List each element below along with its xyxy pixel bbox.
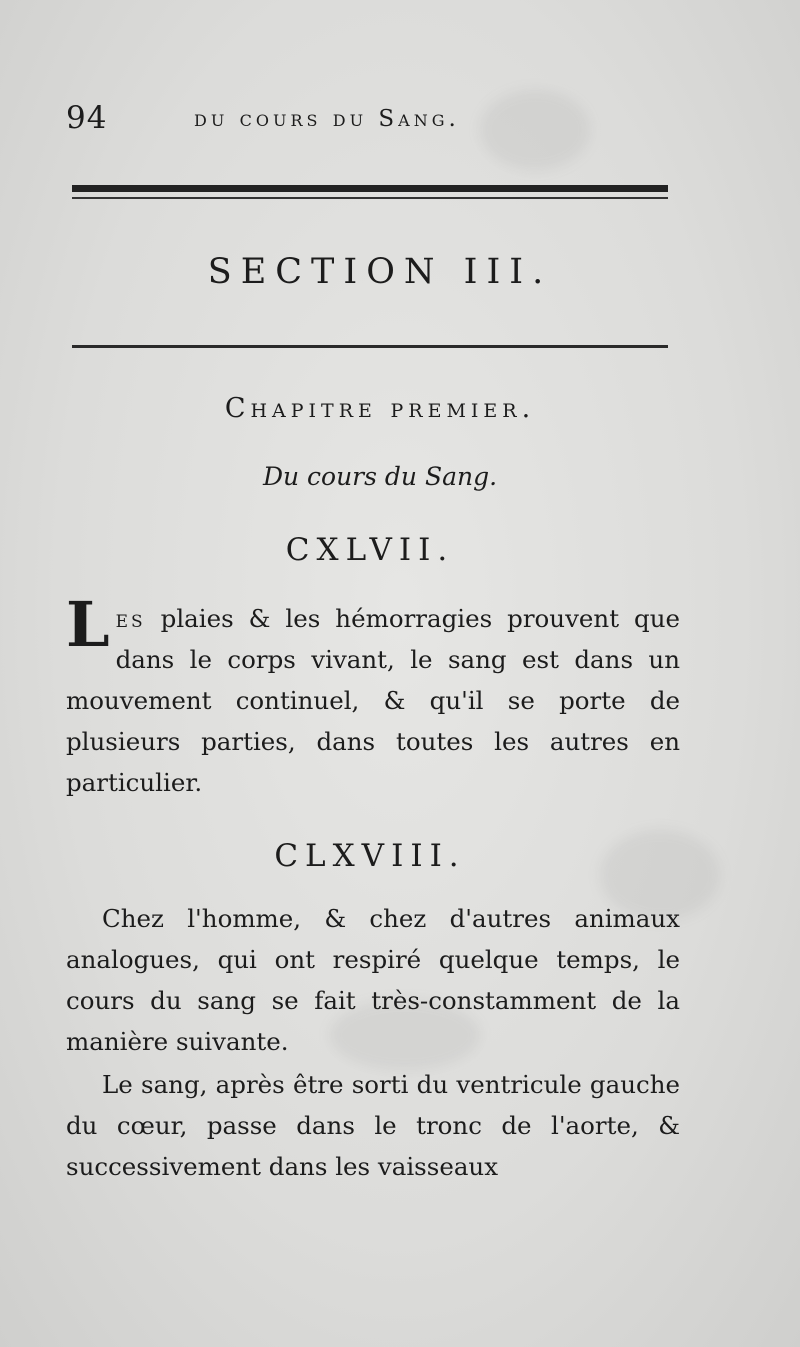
- paragraph-text: [66, 588, 680, 803]
- page-header: [66, 100, 686, 140]
- first-word-rest: es: [115, 604, 146, 633]
- paragraph-body: plaies & les hémorragies prouvent que dans le corps vivant, le sang est dans un mouvement continuel, & qu'il se porte de plusieurs parties, dans toutes les autres en particulier.: [66, 604, 680, 797]
- paragraph-text: Le sang, après être sorti du ventricule gauche du cœur, passe dans le tronc de l'aorte, & successivement dans les vaisseaux: [66, 1070, 680, 1181]
- paragraph-text: Chez l'homme, & chez d'autres animaux analogues, qui ont respiré quelque temps, le cours du sang se fait très-constamment de la manière suivante.: [66, 904, 680, 1056]
- paragraph-number: CXLVII.: [285, 532, 455, 568]
- running-head: du cours du Sang.: [194, 106, 460, 132]
- page-number: 94: [66, 100, 108, 136]
- paragraph-number: CLXVIII.: [274, 838, 466, 874]
- double-rule: [72, 185, 668, 199]
- section-rule: [72, 345, 668, 348]
- chapter-subtitle: Du cours du Sang.: [262, 462, 498, 491]
- section-title: SECTION III.: [207, 252, 553, 292]
- drop-cap: L: [66, 588, 110, 661]
- chapter-title: Chapitre premier.: [224, 393, 536, 424]
